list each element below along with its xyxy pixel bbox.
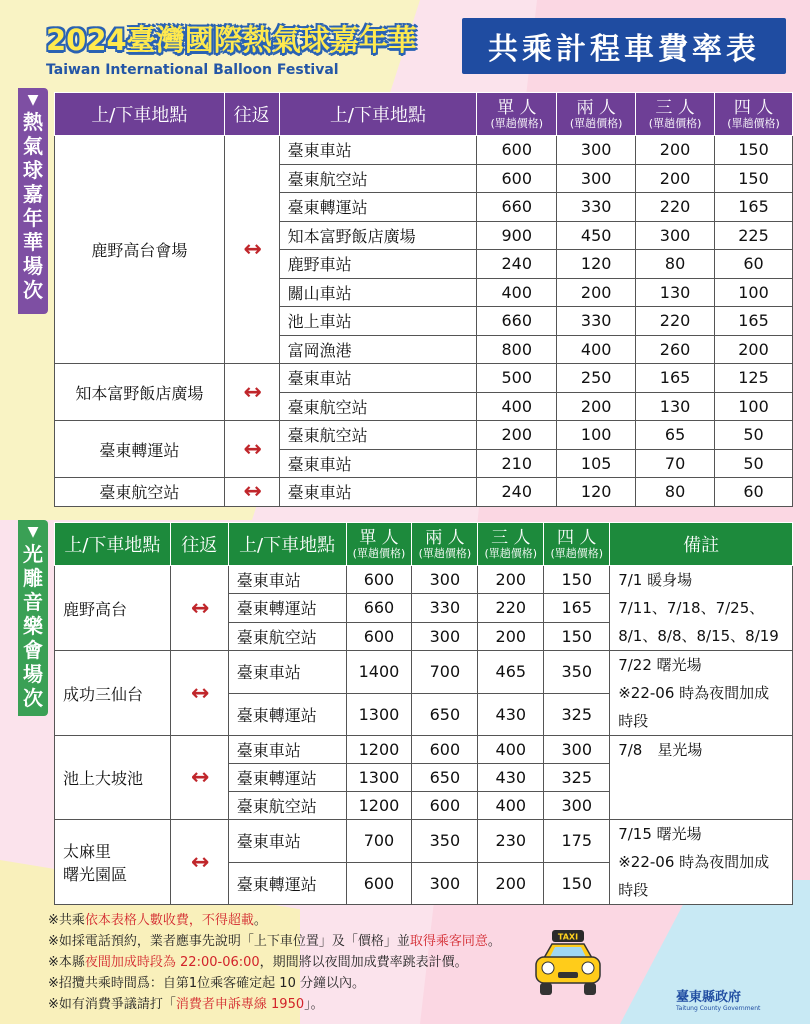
price-p2: 200 [557,392,636,421]
table-row [55,421,793,450]
dest-cell: 臺東轉運站 [228,764,346,792]
price-p2: 300 [557,136,636,165]
price-p4: 50 [715,421,793,450]
price-p1: 900 [477,221,557,250]
origin-cell: 臺東轉運站 [55,421,225,478]
festival-title: 2024臺灣國際熱氣球嘉年華 [46,23,417,57]
price-p4: 325 [544,764,610,792]
header-p3: 三 人 (單趟價格) [478,523,544,566]
header-roundtrip: 往返 [224,93,279,136]
side-label-char: 次 [23,686,43,710]
price-p3: 230 [478,820,544,863]
price-p1: 700 [346,820,412,863]
fare-table-title: 共乘計程車費率表 [462,18,786,74]
triangle-down-icon: ▼ [27,524,39,540]
dest-cell: 池上車站 [279,307,477,336]
note-line: ※如有消費爭議請打「消費者申訴專線 1950」。 [48,997,324,1012]
note-line: ※招攬共乘時間爲：自第1位乘客確定起 10 分鐘以內。 [48,976,365,991]
price-p3: 200 [636,136,715,165]
header-p1: 單 人 (單趟價格) [346,523,412,566]
price-p2: 120 [557,250,636,279]
price-p1: 1200 [346,736,412,764]
roundtrip-arrow-icon: ↔ [224,478,279,507]
price-p1: 210 [477,449,557,478]
roundtrip-arrow-icon: ↔ [170,651,228,736]
price-p1: 1300 [346,693,412,736]
header-p1: 單 人 (單趟價格) [477,93,557,136]
price-p2: 400 [557,335,636,364]
price-p2: 300 [412,622,478,650]
header-p4: 四 人 (單趟價格) [715,93,793,136]
dest-cell: 臺東航空站 [279,164,477,193]
side-label-char: 熱 [23,110,43,134]
price-p4: 150 [715,164,793,193]
price-p3: 200 [478,566,544,594]
festival-subtitle: Taiwan International Balloon Festival [46,62,339,78]
price-p3: 465 [478,651,544,694]
dest-cell: 鹿野車站 [279,250,477,279]
government-name-en: Taitung County Government [676,1005,761,1012]
price-p3: 200 [478,622,544,650]
price-p3: 70 [636,449,715,478]
price-p4: 165 [715,193,793,222]
roundtrip-arrow-icon: ↔ [224,136,279,364]
price-p4: 225 [715,221,793,250]
side-label-char: 場 [23,254,43,278]
price-p2: 120 [557,478,636,507]
price-p2: 330 [412,594,478,622]
side-label-char: 場 [23,662,43,686]
price-p4: 100 [715,392,793,421]
price-p4: 165 [544,594,610,622]
price-p1: 240 [477,250,557,279]
price-p4: 100 [715,278,793,307]
dest-cell: 臺東車站 [279,364,477,393]
section2-side-text [23,542,43,710]
price-p2: 450 [557,221,636,250]
dest-cell: 臺東車站 [228,651,346,694]
header-location: 上/下車地點 [55,523,171,566]
price-p2: 300 [412,566,478,594]
price-p1: 1300 [346,764,412,792]
price-p4: 350 [544,651,610,694]
dest-cell: 臺東轉運站 [228,862,346,905]
price-p4: 150 [544,862,610,905]
price-p2: 350 [412,820,478,863]
price-p3: 220 [636,193,715,222]
price-p4: 200 [715,335,793,364]
government-logo [676,986,760,1012]
dest-cell: 知本富野飯店廣場 [279,221,477,250]
side-label-char: 雕 [23,566,43,590]
roundtrip-arrow-icon: ↔ [170,736,228,820]
price-p2: 600 [412,792,478,820]
header-p2: 兩 人 (單趟價格) [557,93,636,136]
price-p1: 500 [477,364,557,393]
price-p1: 660 [346,594,412,622]
side-label-char: 華 [23,230,43,254]
origin-cell: 臺東航空站 [55,478,225,507]
price-p4: 175 [544,820,610,863]
note-cell: 7/15 曙光場 ※22-06 時為夜間加成 時段 [610,820,793,905]
section1-side-label [18,88,48,314]
roundtrip-arrow-icon: ↔ [170,820,228,905]
price-p3: 130 [636,278,715,307]
header-roundtrip: 往返 [170,523,228,566]
roundtrip-arrow-icon: ↔ [224,421,279,478]
origin-cell: 池上大坡池 [55,736,171,820]
price-p1: 400 [477,278,557,307]
price-p3: 400 [478,792,544,820]
price-p3: 80 [636,250,715,279]
taxi-sign-text: TAXI [557,932,579,942]
price-p2: 100 [557,421,636,450]
table-row [55,820,793,863]
header-p2: 兩 人 (單趟價格) [412,523,478,566]
price-p1: 600 [477,164,557,193]
price-p4: 325 [544,693,610,736]
price-p3: 200 [636,164,715,193]
notes-block [48,910,501,1015]
origin-cell: 鹿野高台 [55,566,171,651]
origin-cell: 成功三仙台 [55,651,171,736]
side-label-char: 樂 [23,614,43,638]
price-p4: 300 [544,736,610,764]
price-p2: 330 [557,193,636,222]
dest-cell: 臺東車站 [279,136,477,165]
price-p2: 650 [412,764,478,792]
dest-cell: 臺東轉運站 [279,193,477,222]
header-p3: 三 人 (單趟價格) [636,93,715,136]
dest-cell: 臺東轉運站 [228,693,346,736]
price-p2: 600 [412,736,478,764]
dest-cell: 臺東車站 [279,449,477,478]
table-row [55,566,793,594]
price-p4: 165 [715,307,793,336]
price-p3: 165 [636,364,715,393]
price-p2: 650 [412,693,478,736]
side-label-char: 年 [23,206,43,230]
price-p1: 600 [477,136,557,165]
price-p1: 660 [477,307,557,336]
price-p4: 50 [715,449,793,478]
balloon-festival-fare-table [54,92,793,507]
price-p1: 200 [477,421,557,450]
header-dest: 上/下車地點 [228,523,346,566]
note-cell: 7/22 曙光場 ※22-06 時為夜間加成 時段 [610,651,793,736]
origin-cell: 太麻里 曙光園區 [55,820,171,905]
price-p3: 430 [478,764,544,792]
table-row [55,478,793,507]
price-p2: 700 [412,651,478,694]
price-p2: 105 [557,449,636,478]
price-p1: 600 [346,862,412,905]
table-row [55,651,793,694]
light-concert-fare-table [54,522,793,905]
dest-cell: 臺東車站 [228,820,346,863]
price-p2: 300 [557,164,636,193]
price-p3: 400 [478,736,544,764]
price-p3: 65 [636,421,715,450]
note-cell: 7/1 暖身場 7/11、7/18、7/25、 8/1、8/8、8/15、8/19 [610,566,793,651]
dest-cell: 臺東航空站 [228,622,346,650]
section2-side-label [18,520,48,716]
note-line: ※如採電話預約，業者應事先說明「上下車位置」及「價格」並取得乘客同意。 [48,934,501,949]
price-p3: 220 [478,594,544,622]
price-p4: 60 [715,250,793,279]
side-label-char: 嘉 [23,182,43,206]
taxi-icon [530,928,606,1002]
note-cell: 7/8 星光場 [610,736,793,820]
price-p1: 1400 [346,651,412,694]
price-p1: 800 [477,335,557,364]
table-row [55,736,793,764]
side-label-char: 音 [23,590,43,614]
price-p4: 125 [715,364,793,393]
note-line: ※共乘依本表格人數收費，不得超載。 [48,913,267,928]
price-p1: 1200 [346,792,412,820]
side-label-char: 球 [23,158,43,182]
price-p3: 260 [636,335,715,364]
dest-cell: 關山車站 [279,278,477,307]
price-p3: 200 [478,862,544,905]
price-p1: 600 [346,622,412,650]
price-p1: 600 [346,566,412,594]
side-label-char: 次 [23,278,43,302]
price-p4: 300 [544,792,610,820]
dest-cell: 臺東轉運站 [228,594,346,622]
table-row [55,136,793,165]
roundtrip-arrow-icon: ↔ [170,566,228,651]
price-p1: 240 [477,478,557,507]
price-p3: 220 [636,307,715,336]
origin-cell: 知本富野飯店廣場 [55,364,225,421]
table-header-row [55,93,793,136]
price-p4: 150 [544,622,610,650]
table-row [55,364,793,393]
dest-cell: 富岡漁港 [279,335,477,364]
section1-side-text [23,110,43,302]
note-line: ※本縣夜間加成時段為 22:00-06:00，期間將以夜間加成費率跳表計價。 [48,955,468,970]
dest-cell: 臺東車站 [279,478,477,507]
price-p2: 200 [557,278,636,307]
header-dest: 上/下車地點 [279,93,477,136]
price-p3: 300 [636,221,715,250]
dest-cell: 臺東車站 [228,736,346,764]
header-location: 上/下車地點 [55,93,225,136]
origin-cell: 鹿野高台會場 [55,136,225,364]
side-label-char: 氣 [23,134,43,158]
price-p1: 660 [477,193,557,222]
roundtrip-arrow-icon: ↔ [224,364,279,421]
price-p3: 430 [478,693,544,736]
header-note: 備註 [610,523,793,566]
dest-cell: 臺東航空站 [279,421,477,450]
price-p2: 330 [557,307,636,336]
price-p4: 150 [544,566,610,594]
price-p2: 250 [557,364,636,393]
header-p4: 四 人 (單趟價格) [544,523,610,566]
triangle-down-icon: ▼ [27,92,39,108]
dest-cell: 臺東車站 [228,566,346,594]
price-p4: 150 [715,136,793,165]
table-header-row [55,523,793,566]
government-name: 臺東縣政府 [676,990,742,1005]
price-p2: 300 [412,862,478,905]
price-p1: 400 [477,392,557,421]
price-p3: 80 [636,478,715,507]
side-label-char: 會 [23,638,43,662]
price-p3: 130 [636,392,715,421]
dest-cell: 臺東航空站 [228,792,346,820]
price-p4: 60 [715,478,793,507]
side-label-char: 光 [23,542,43,566]
dest-cell: 臺東航空站 [279,392,477,421]
